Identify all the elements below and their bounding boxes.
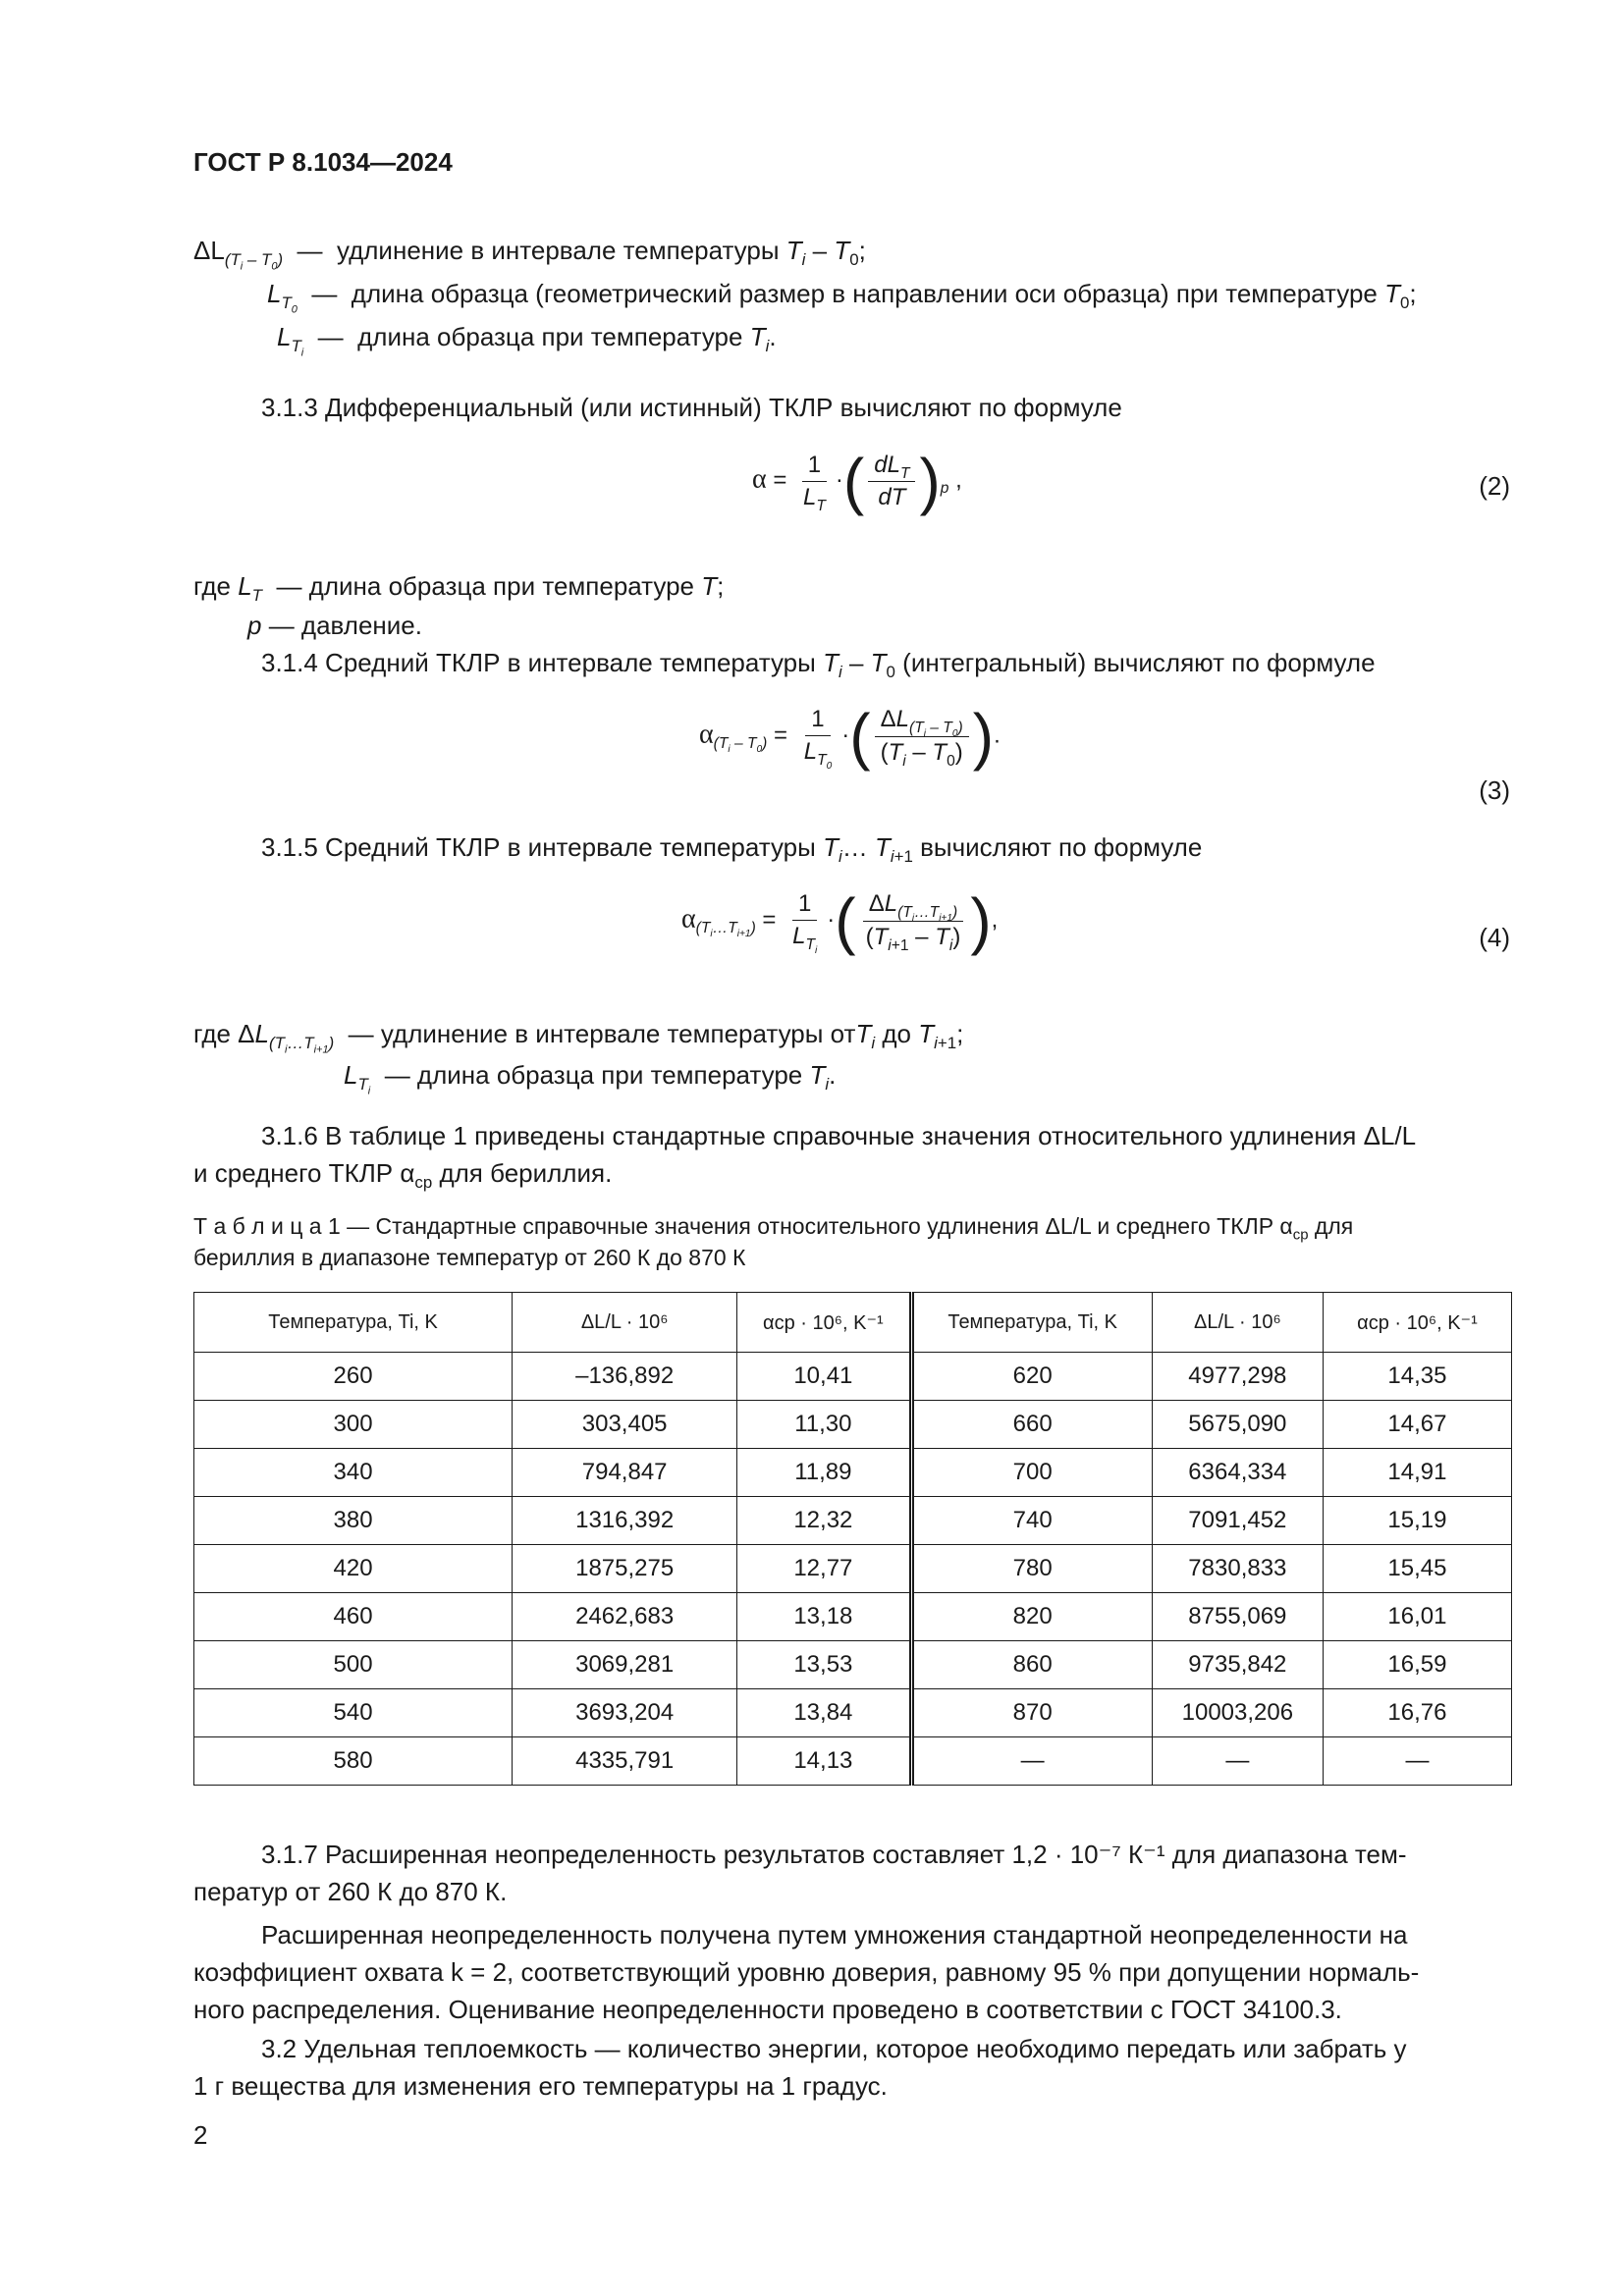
table-cell: 740 bbox=[911, 1497, 1152, 1545]
table-cell: 13,53 bbox=[737, 1641, 911, 1689]
table-cell: 860 bbox=[911, 1641, 1152, 1689]
formula-2: α = $\frac{1}{L_T}$ ·( $\frac{dL_T}{dT}$ )$_p$ , bbox=[752, 446, 962, 516]
header-cell: Температура, Ti, K bbox=[194, 1293, 513, 1353]
def-delta-l: $\Delta L_{(T_i - T_0)}$ — удлинение в интервале температуры $T_i - T_0$; bbox=[193, 236, 866, 273]
table-cell: 16,01 bbox=[1323, 1593, 1511, 1641]
table-row bbox=[194, 1593, 1512, 1641]
paragraph-3-1-7-cont: ператур от 260 К до 870 К. bbox=[193, 1877, 508, 1906]
table-cell: 11,30 bbox=[737, 1401, 911, 1449]
table-cell: 14,67 bbox=[1323, 1401, 1511, 1449]
where-lt: где $L_T$ — длина образца при температуре T; bbox=[193, 571, 725, 606]
paragraph-3-1-5: 3.1.5 Средний ТКЛР в интервале температуры $T_i\dots$ $T_{i+1}$ вычисляют по формуле bbox=[261, 832, 1203, 867]
header-cell: αср · 10⁶, K⁻¹ bbox=[1323, 1293, 1511, 1353]
table-cell: 5675,090 bbox=[1152, 1401, 1323, 1449]
table-cell: 580 bbox=[194, 1737, 513, 1786]
table-cell: 11,89 bbox=[737, 1449, 911, 1497]
table-cell: 9735,842 bbox=[1152, 1641, 1323, 1689]
where-l-ti: $L_{T_i}$ — длина образца при температуре $T_i$. bbox=[344, 1060, 837, 1097]
table-cell: 12,32 bbox=[737, 1497, 911, 1545]
where-delta-l: где $\Delta L_{(T_i\dots T_{i+1})}$ — удлинение в интервале температуры отT$_i$ до $T_{i+1}$; bbox=[193, 1019, 964, 1056]
table-row bbox=[194, 1497, 1512, 1545]
table-cell: 8755,069 bbox=[1152, 1593, 1323, 1641]
table-cell: 1316,392 bbox=[513, 1497, 737, 1545]
formula-4: $\alpha_{(T_i\dots T_{i+1})}$ = $\frac{1}{L_{T_i}}$ ·( $\frac{\Delta L_{(T_i\dots T_{i+1})}}{(T_{i+1} - T_i)}$ ), bbox=[681, 885, 999, 956]
table-row bbox=[194, 1401, 1512, 1449]
paragraph-3-1-7: 3.1.7 Расширенная неопределенность результатов составляет 1,2 · 10⁻⁷ К⁻¹ для диапазона тем- bbox=[261, 1840, 1407, 1869]
table-cell: 10,41 bbox=[737, 1353, 911, 1401]
table-cell: 3693,204 bbox=[513, 1689, 737, 1737]
where-p: p — давление. bbox=[247, 611, 422, 640]
table-cell: 7091,452 bbox=[1152, 1497, 1323, 1545]
table-cell: 13,84 bbox=[737, 1689, 911, 1737]
def-l-t0: $L_{T_0}$ — длина образца (геометрический размер в направлении оси образца) при температуре $T_0$; bbox=[267, 279, 1417, 316]
eq-number-3: (3) bbox=[1479, 775, 1510, 805]
table-cell: — bbox=[1323, 1737, 1511, 1786]
table-row bbox=[194, 1449, 1512, 1497]
table-cell: 12,77 bbox=[737, 1545, 911, 1593]
table-cell: 303,405 bbox=[513, 1401, 737, 1449]
table-caption-cont: бериллия в диапазоне температур от 260 К до 870 К bbox=[193, 1245, 746, 1270]
table-cell: 4977,298 bbox=[1152, 1353, 1323, 1401]
table-row bbox=[194, 1689, 1512, 1737]
data-table bbox=[193, 1292, 1512, 1786]
table-cell: 15,45 bbox=[1323, 1545, 1511, 1593]
table-row bbox=[194, 1353, 1512, 1401]
def-l-ti: $L_{T_i}$ — длина образца при температуре $T_i$. bbox=[277, 322, 777, 359]
table-cell: 13,18 bbox=[737, 1593, 911, 1641]
table-cell: 6364,334 bbox=[1152, 1449, 1323, 1497]
table-cell: 500 bbox=[194, 1641, 513, 1689]
formula-3: $\alpha_{(T_i - T_0)}$ = $\frac{1}{L_{T_0}}$ ·( $\frac{\Delta L_{(T_i - T_0)}}{(T_i - T_0)}$ ). bbox=[699, 701, 1001, 772]
page-header: ГОСТ Р 8.1034—2024 bbox=[193, 147, 453, 177]
paragraph-3-2: 3.2 Удельная теплоемкость — количество энергии, которое необходимо передать или забрать у bbox=[261, 2034, 1407, 2063]
header-cell: Температура, Ti, K bbox=[911, 1293, 1152, 1353]
paragraph-uncertainty: Расширенная неопределенность получена путем умножения стандартной неопределенности на bbox=[261, 1920, 1408, 1949]
table-cell: 820 bbox=[911, 1593, 1152, 1641]
table-cell: 16,59 bbox=[1323, 1641, 1511, 1689]
table-cell: –136,892 bbox=[513, 1353, 737, 1401]
table-cell: 380 bbox=[194, 1497, 513, 1545]
paragraph-3-1-4: 3.1.4 Средний ТКЛР в интервале температуры $T_i - T_0$ (интегральный) вычисляют по формуле bbox=[261, 648, 1376, 682]
table-cell: 780 bbox=[911, 1545, 1152, 1593]
table-cell: 15,19 bbox=[1323, 1497, 1511, 1545]
table-cell: 2462,683 bbox=[513, 1593, 737, 1641]
table-cell: 260 bbox=[194, 1353, 513, 1401]
eq-number-2: (2) bbox=[1479, 471, 1510, 501]
eq-number-4: (4) bbox=[1479, 923, 1510, 952]
table-row bbox=[194, 1641, 1512, 1689]
table-row bbox=[194, 1545, 1512, 1593]
table-cell: — bbox=[1152, 1737, 1323, 1786]
table-cell: 460 bbox=[194, 1593, 513, 1641]
paragraph-3-2-cont: 1 г вещества для изменения его температуры на 1 градус. bbox=[193, 2071, 888, 2101]
table-cell: 620 bbox=[911, 1353, 1152, 1401]
paragraph-uncertainty-2: коэффициент охвата k = 2, соответствующий уровню доверия, равному 95 % при допущении нормаль- bbox=[193, 1957, 1420, 1987]
page-number: 2 bbox=[193, 2120, 208, 2150]
table-cell: — bbox=[911, 1737, 1152, 1786]
table-cell: 1875,275 bbox=[513, 1545, 737, 1593]
table-cell: 16,76 bbox=[1323, 1689, 1511, 1737]
table-cell: 420 bbox=[194, 1545, 513, 1593]
table-cell: 300 bbox=[194, 1401, 513, 1449]
table-caption: Т а б л и ц а 1 — Стандартные справочные значения относительного удлинения ΔL/L и среднего ТКЛР $\alpha_{ср}$ для bbox=[193, 1213, 1354, 1244]
table-cell: 14,35 bbox=[1323, 1353, 1511, 1401]
paragraph-3-1-6-cont: и среднего ТКЛР $\alpha_{ср}$ для бериллия. bbox=[193, 1158, 613, 1193]
header-cell: ΔL/L · 10⁶ bbox=[513, 1293, 737, 1353]
header-cell: ΔL/L · 10⁶ bbox=[1152, 1293, 1323, 1353]
table-cell: 7830,833 bbox=[1152, 1545, 1323, 1593]
table-cell: 870 bbox=[911, 1689, 1152, 1737]
table-cell: 4335,791 bbox=[513, 1737, 737, 1786]
table-cell: 10003,206 bbox=[1152, 1689, 1323, 1737]
paragraph-3-1-3: 3.1.3 Дифференциальный (или истинный) ТКЛР вычисляют по формуле bbox=[261, 393, 1122, 422]
paragraph-3-1-6: 3.1.6 В таблице 1 приведены стандартные справочные значения относительного удлинения ΔL/L bbox=[261, 1121, 1417, 1150]
table-cell: 340 bbox=[194, 1449, 513, 1497]
table-header-row bbox=[194, 1293, 1512, 1353]
table-cell: 3069,281 bbox=[513, 1641, 737, 1689]
paragraph-uncertainty-3: ного распределения. Оценивание неопределенности проведено в соответствии с ГОСТ 34100.3. bbox=[193, 1995, 1342, 2024]
table-row bbox=[194, 1737, 1512, 1786]
table-cell: 540 bbox=[194, 1689, 513, 1737]
table-cell: 14,13 bbox=[737, 1737, 911, 1786]
table-cell: 14,91 bbox=[1323, 1449, 1511, 1497]
table-cell: 700 bbox=[911, 1449, 1152, 1497]
table-cell: 660 bbox=[911, 1401, 1152, 1449]
header-cell: αср · 10⁶, K⁻¹ bbox=[737, 1293, 911, 1353]
table-cell: 794,847 bbox=[513, 1449, 737, 1497]
